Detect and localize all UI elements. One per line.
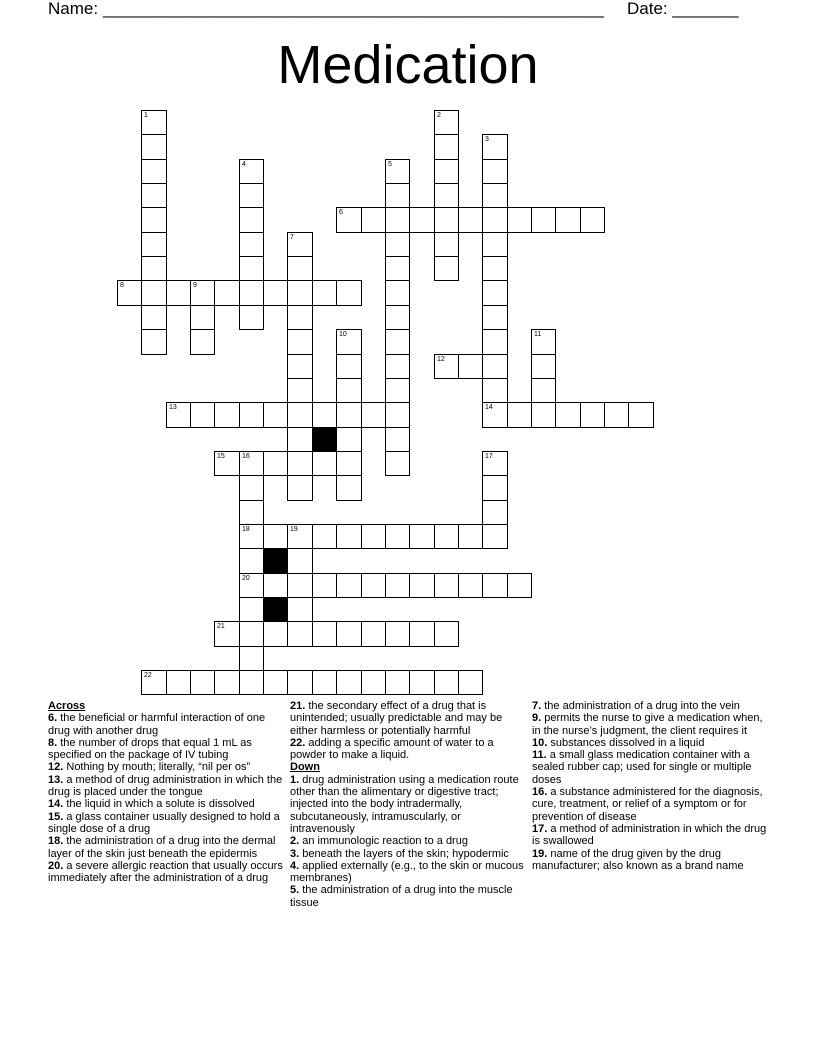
grid-cell [385,232,410,257]
grid-cell [287,427,313,452]
grid-cell [336,670,362,695]
grid-cell [214,621,240,647]
grid-cell [239,670,264,695]
grid-cell [287,597,313,622]
grid-cell [385,378,410,403]
grid-cell [385,524,410,549]
cell-number: 19 [290,526,298,533]
grid-cell [287,280,313,306]
grid-cell [239,621,264,647]
cell-number: 15 [217,453,225,460]
grid-cell [287,329,313,355]
grid-cell [336,280,362,306]
date-label: Date: [627,0,668,18]
grid-cell [190,402,215,428]
clue-text: the liquid in which a solute is dissolved [66,798,255,811]
clue-across-item [48,811,284,836]
grid-cell [263,524,288,549]
grid-cell [263,402,288,428]
clue-number: 10 . [532,737,547,749]
clue-text: name of the drug given by the drug manufacturer; also known as a brand name [532,847,744,872]
grid-cell [361,670,386,695]
grid-cell [287,378,313,403]
grid-cell [239,207,264,233]
clue-text: the administration of a drug into the vein [544,700,740,712]
grid-cell [239,548,264,574]
grid-cell [287,256,313,281]
grid-cell [190,305,215,330]
cell-number: 21 [217,623,225,630]
name-blank: _____________________________________________________ [102,0,604,18]
clue-number: 16 . [532,786,547,798]
grid-cell [312,524,337,549]
clue-across-item [290,737,526,762]
cell-number: 8 [120,282,124,289]
grid-cell [336,329,362,355]
grid-cell [287,573,313,598]
grid-cell [336,378,362,403]
grid-cell [287,354,313,379]
grid-cell [287,475,313,501]
grid-cell [263,670,288,695]
cell-number: 7 [290,234,294,241]
cell-number: 16 [242,453,250,460]
grid-cell [434,524,459,549]
grid-cell [239,573,264,598]
date-blank: _______ [672,0,739,18]
grid-cell [482,232,508,257]
clue-number: 13 . [48,774,63,786]
grid-cell [141,183,167,208]
grid-cell [312,280,337,306]
grid-cell [141,670,167,695]
grid-cell [531,402,556,428]
grid-cell [482,183,508,208]
clue-number: 18 . [48,835,63,847]
grid-cell [361,402,386,428]
clue-down-item [290,848,526,860]
grid-cell [385,573,410,598]
grid-cell [385,305,410,330]
grid-cell [507,402,532,428]
clue-across-item [48,774,284,799]
grid-cell [214,670,240,695]
grid-cell [287,451,313,476]
clue-number: 8 . [48,737,57,749]
clue-across-item [48,798,284,810]
grid-cell [239,524,264,549]
grid-cell [239,646,264,671]
grid-cell [580,207,605,233]
grid-cell [434,256,459,281]
clue-number: 9 . [532,712,541,724]
grid-cell [287,305,313,330]
down-heading: Down [290,761,320,774]
grid-cell [385,329,410,355]
clue-number: 7 . [532,700,541,712]
grid-cell [336,573,362,598]
clue-across-item [48,761,284,773]
clue-column [48,700,284,884]
cell-number: 1 [144,112,148,119]
grid-cell [482,207,508,233]
clue-number: 19 . [532,848,547,860]
grid-cell [482,573,508,598]
grid-cell [434,232,459,257]
grid-cell [385,670,410,695]
grid-cell [361,621,386,647]
cell-number: 4 [242,161,246,168]
black-square [263,548,288,574]
clue-text: Nothing by mouth; literally, “nil per os” [66,761,251,774]
clue-number: 21 . [290,700,305,712]
grid-cell [239,451,264,476]
clue-text: adding a specific amount of water to a powder to make a liquid. [290,736,494,762]
grid-cell [482,329,508,355]
grid-cell [239,232,264,257]
grid-cell [287,402,313,428]
grid-cell [141,159,167,184]
cell-number: 20 [242,575,250,582]
grid-cell [434,183,459,208]
grid-cell [555,207,581,233]
cell-number: 10 [339,331,347,338]
grid-cell [580,402,605,428]
grid-cell [385,256,410,281]
grid-cell [336,621,362,647]
black-square [312,427,337,452]
clue-column [290,700,526,909]
cell-number: 14 [485,404,493,411]
clue-text: the number of drops that equal 1 mL as specified on the package of IV tubing [48,736,252,762]
grid-cell [385,280,410,306]
clue-across-item [48,860,284,885]
clue-down-item [532,737,768,749]
clue-number: 12 . [48,761,63,773]
clue-column [532,700,768,872]
grid-cell [141,232,167,257]
clue-text: substances dissolved in a liquid [550,736,705,749]
grid-cell [434,621,459,647]
grid-cell [214,451,240,476]
clue-text: the secondary effect of a drug that is unintended; usually predictable and may be either harmless or potentially harmful [290,700,503,737]
grid-cell [239,256,264,281]
grid-cell [482,451,508,476]
grid-cell [482,524,508,549]
grid-cell [336,524,362,549]
grid-cell [361,573,386,598]
grid-cell [336,451,362,476]
clue-text: applied externally (e.g., to the skin or mucous membranes) [290,859,524,885]
grid-cell [166,402,191,428]
clue-down-item [290,884,526,909]
grid-cell [385,207,410,233]
grid-cell [555,402,581,428]
grid-cell [507,207,532,233]
grid-cell [458,354,483,379]
grid-cell [263,621,288,647]
cell-number: 2 [437,112,441,119]
black-square [263,597,288,622]
grid-cell [531,329,556,355]
grid-cell [482,354,508,379]
grid-cell [239,402,264,428]
grid-cell [409,621,435,647]
clue-text: permits the nurse to give a medication when, in the nurse’s judgment, the client requires it [532,712,763,737]
grid-cell [190,670,215,695]
grid-cell [336,475,362,501]
clue-text: drug administration using a medication route other than the alimentary or digestive tract; injected into the body intradermally, subcutaneously, intramuscularly, or intravenously [290,773,519,835]
cell-number: 5 [388,161,392,168]
clue-text: the administration of a drug into the muscle tissue [290,884,513,909]
grid-cell [482,159,508,184]
cell-number: 13 [169,404,177,411]
grid-cell [482,475,508,501]
clue-number: 5 . [290,884,299,896]
clue-number: 1 . [290,774,299,786]
grid-cell [434,354,459,379]
clue-text: the beneficial or harmful interaction of one drug with another drug [48,712,266,737]
clue-number: 17 . [532,823,547,835]
grid-cell [263,573,288,598]
grid-cell [482,256,508,281]
clue-across-item [48,712,284,737]
grid-cell [361,207,386,233]
grid-cell [385,159,410,184]
grid-cell [312,621,337,647]
grid-cell [507,573,532,598]
clue-number: 14 . [48,798,63,810]
grid-cell [239,305,264,330]
cell-number: 11 [534,331,542,338]
grid-cell [482,500,508,525]
grid-cell [239,280,264,306]
grid-cell [458,524,483,549]
grid-cell [531,207,556,233]
grid-cell [482,305,508,330]
cell-number: 6 [339,209,343,216]
clue-down-item [290,774,526,835]
clue-text: an immunologic reaction to a drug [302,835,468,848]
clue-number: 2 . [290,835,299,847]
clue-number: 4 . [290,860,299,872]
grid-cell [531,378,556,403]
grid-cell [141,110,167,135]
grid-cell [482,402,508,428]
grid-cell [409,524,435,549]
grid-cell [312,451,337,476]
grid-cell [385,621,410,647]
grid-cell [434,134,459,160]
grid-cell [239,597,264,622]
grid-cell [263,451,288,476]
grid-cell [482,134,508,160]
grid-cell [239,159,264,184]
cell-number: 18 [242,526,250,533]
grid-cell [287,670,313,695]
grid-cell [312,670,337,695]
grid-cell [604,402,629,428]
grid-cell [482,280,508,306]
grid-cell [239,183,264,208]
grid-cell [409,670,435,695]
grid-cell [141,134,167,160]
clue-number: 15 . [48,811,63,823]
grid-cell [141,329,167,355]
clue-down-item [532,848,768,873]
grid-cell [263,280,288,306]
grid-cell [531,354,556,379]
grid-cell [214,402,240,428]
grid-cell [361,524,386,549]
grid-cell [385,183,410,208]
grid-cell [482,378,508,403]
clue-across-item [48,835,284,860]
cell-number: 12 [437,356,445,363]
clue-text: a severe allergic reaction that usually occurs immediately after the administration of a drug [48,859,283,885]
grid-cell [141,207,167,233]
clue-number: 6 . [48,712,57,724]
clue-text: a glass container usually designed to hold a single dose of a drug [48,810,280,835]
grid-cell [166,280,191,306]
grid-cell [628,402,654,428]
grid-cell [385,427,410,452]
grid-cell [385,451,410,476]
grid-cell [190,329,215,355]
clue-down-item [290,860,526,885]
grid-cell [239,475,264,501]
across-heading: Across [48,700,86,712]
clue-number: 22 . [290,737,305,749]
grid-cell [239,500,264,525]
grid-cell [385,354,410,379]
grid-cell [434,670,459,695]
grid-cell [434,573,459,598]
grid-cell [117,280,142,306]
cell-number: 9 [193,282,197,289]
grid-cell [385,402,410,428]
clue-down-item [290,835,526,847]
clue-down-item [532,700,768,712]
grid-cell [458,670,483,695]
grid-cell [409,207,435,233]
clue-text: a small glass medication container with a sealed rubber cap; used for single or multiple doses [532,749,752,786]
grid-cell [312,402,337,428]
clue-down-item [532,823,768,848]
clue-text: the administration of a drug into the dermal layer of the skin just beneath the epidermis [48,835,276,860]
grid-cell [214,280,240,306]
grid-cell [287,524,313,549]
grid-cell [434,159,459,184]
grid-cell [336,402,362,428]
grid-cell [434,207,459,233]
clue-across-item [290,700,526,737]
grid-cell [166,670,191,695]
cell-number: 3 [485,136,489,143]
grid-cell [287,621,313,647]
grid-cell [141,280,167,306]
clue-text: a substance administered for the diagnosis, cure, treatment, or relief of a symptom or for prevention of disease [532,786,763,823]
grid-cell [336,354,362,379]
grid-cell [434,110,459,135]
cell-number: 17 [485,453,493,460]
grid-cell [287,232,313,257]
clue-text: a method of administration in which the drug is swallowed [532,822,767,848]
grid-cell [190,280,215,306]
grid-cell [336,427,362,452]
clue-down-item [532,786,768,823]
clue-text: beneath the layers of the skin; hypodermic [302,847,509,860]
clue-number: 20 . [48,860,63,872]
clue-down-item [532,749,768,786]
grid-cell [312,573,337,598]
grid-cell [141,256,167,281]
clue-down-item [532,712,768,737]
grid-cell [287,548,313,574]
grid-cell [141,305,167,330]
clue-across-item [48,737,284,762]
grid-cell [458,573,483,598]
clue-number: 11 . [532,749,547,761]
grid-cell [336,207,362,233]
page-title: Medication [277,35,539,95]
cell-number: 22 [144,672,152,679]
clue-text: a method of drug administration in which the drug is placed under the tongue [48,773,283,799]
clue-number: 3 . [290,848,299,860]
grid-cell [458,207,483,233]
grid-cell [409,573,435,598]
name-label: Name: [48,0,99,18]
